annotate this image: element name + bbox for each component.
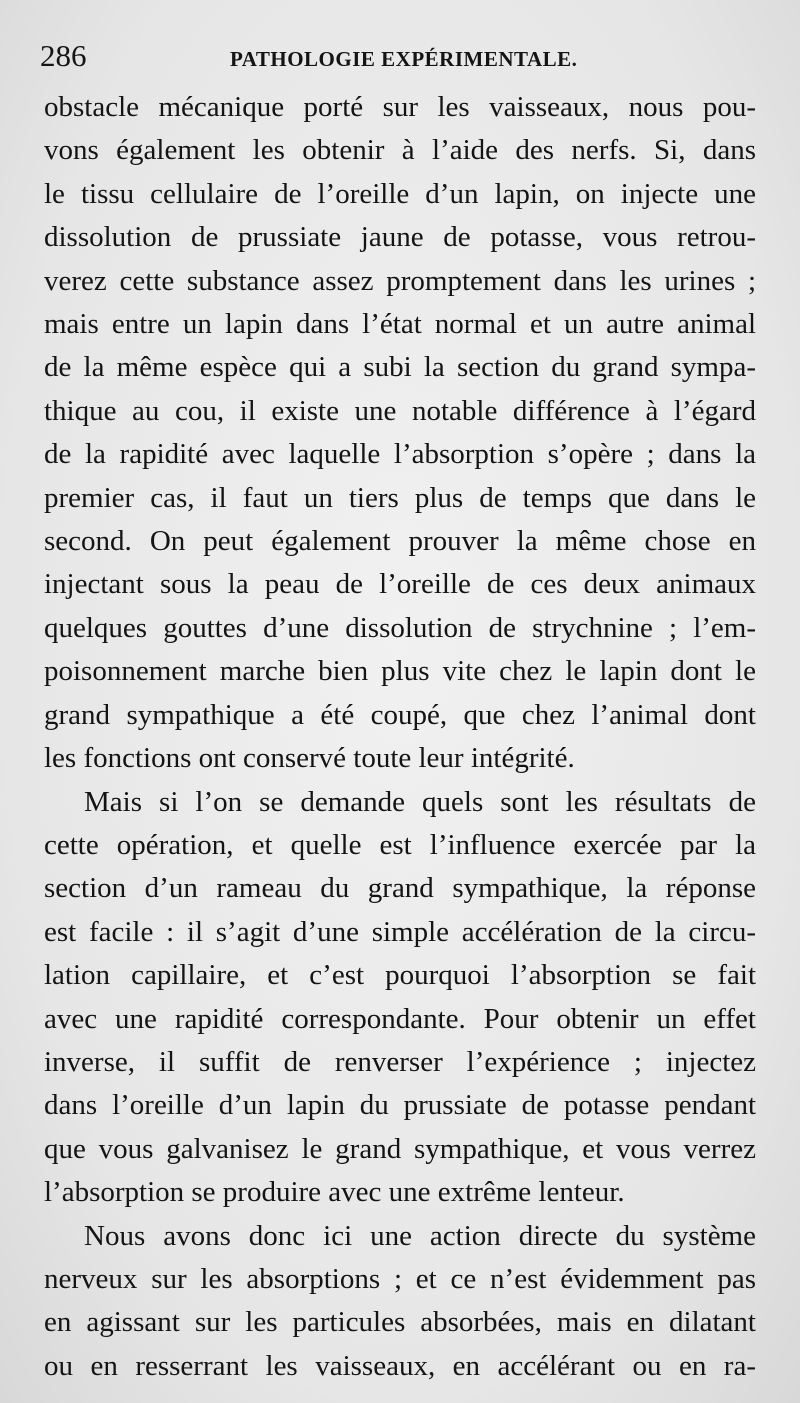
text-line: mais entre un lapin dans l’état normal et un autre animal (44, 308, 756, 341)
text-line: les fonctions ont conservé toute leur intégrité. (44, 742, 575, 775)
body-text (44, 86, 756, 1388)
text-line: quelques gouttes d’une dissolution de strychnine ; l’em- (44, 611, 756, 644)
page-number: 286 (40, 38, 87, 73)
text-line: section d’un rameau du grand sympathique, la réponse (44, 872, 756, 905)
text-line: verez cette substance assez promptement dans les urines ; (44, 264, 756, 297)
text-line: est facile : il s’agit d’une simple accélération de la circu- (44, 915, 756, 948)
text-line: lation capillaire, et c’est pourquoi l’absorption se fait (44, 959, 756, 992)
text-line: Nous avons donc ici une action directe du système (84, 1219, 756, 1252)
text-line: que vous galvanisez le grand sympathique, et vous verrez (44, 1132, 756, 1165)
text-line: l’absorption se produire avec une extrême lenteur. (44, 1176, 625, 1209)
text-line: cette opération, et quelle est l’influence exercée par la (44, 828, 756, 861)
text-line: de la même espèce qui a subi la section du grand sympa- (44, 351, 756, 384)
paragraph-3 (44, 1215, 756, 1389)
text-line: le tissu cellulaire de l’oreille d’un lapin, on injecte une (44, 177, 756, 210)
page-header (40, 36, 760, 76)
text-line: thique au cou, il existe une notable différence à l’égard (44, 394, 756, 427)
paragraph-2 (44, 781, 756, 1215)
text-line: de la rapidité avec laquelle l’absorption s’opère ; dans la (44, 438, 756, 471)
text-line: nerveux sur les absorptions ; et ce n’est évidemment pas (44, 1262, 756, 1295)
text-line: obstacle mécanique porté sur les vaisseaux, nous pou- (44, 91, 756, 123)
text-line: poisonnement marche bien plus vite chez le lapin dont le (44, 655, 756, 688)
text-line: second. On peut également prouver la même chose en (44, 525, 756, 558)
text-line: Mais si l’on se demande quels sont les résultats de (84, 785, 756, 818)
text-line: ou en resserrant les vaisseaux, en accélérant ou en ra- (44, 1349, 756, 1382)
text-line: avec une rapidité correspondante. Pour obtenir un effet (44, 1002, 756, 1035)
text-line: grand sympathique a été coupé, que chez l’animal dont (44, 698, 756, 731)
text-line: premier cas, il faut un tiers plus de temps que dans le (44, 481, 756, 514)
text-line: vons également les obtenir à l’aide des nerfs. Si, dans (44, 134, 756, 167)
text-line: dissolution de prussiate jaune de potasse, vous retrou- (44, 221, 756, 254)
running-title: PATHOLOGIE EXPÉRIMENTALE. (230, 47, 578, 71)
paragraph-1 (44, 86, 756, 781)
text-line: dans l’oreille d’un lapin du prussiate de potasse pendant (44, 1089, 756, 1122)
text-line: inverse, il suffit de renverser l’expérience ; injectez (44, 1045, 756, 1078)
text-line: injectant sous la peau de l’oreille de ces deux animaux (44, 568, 756, 601)
text-line: en agissant sur les particules absorbées, mais en dilatant (44, 1306, 756, 1339)
